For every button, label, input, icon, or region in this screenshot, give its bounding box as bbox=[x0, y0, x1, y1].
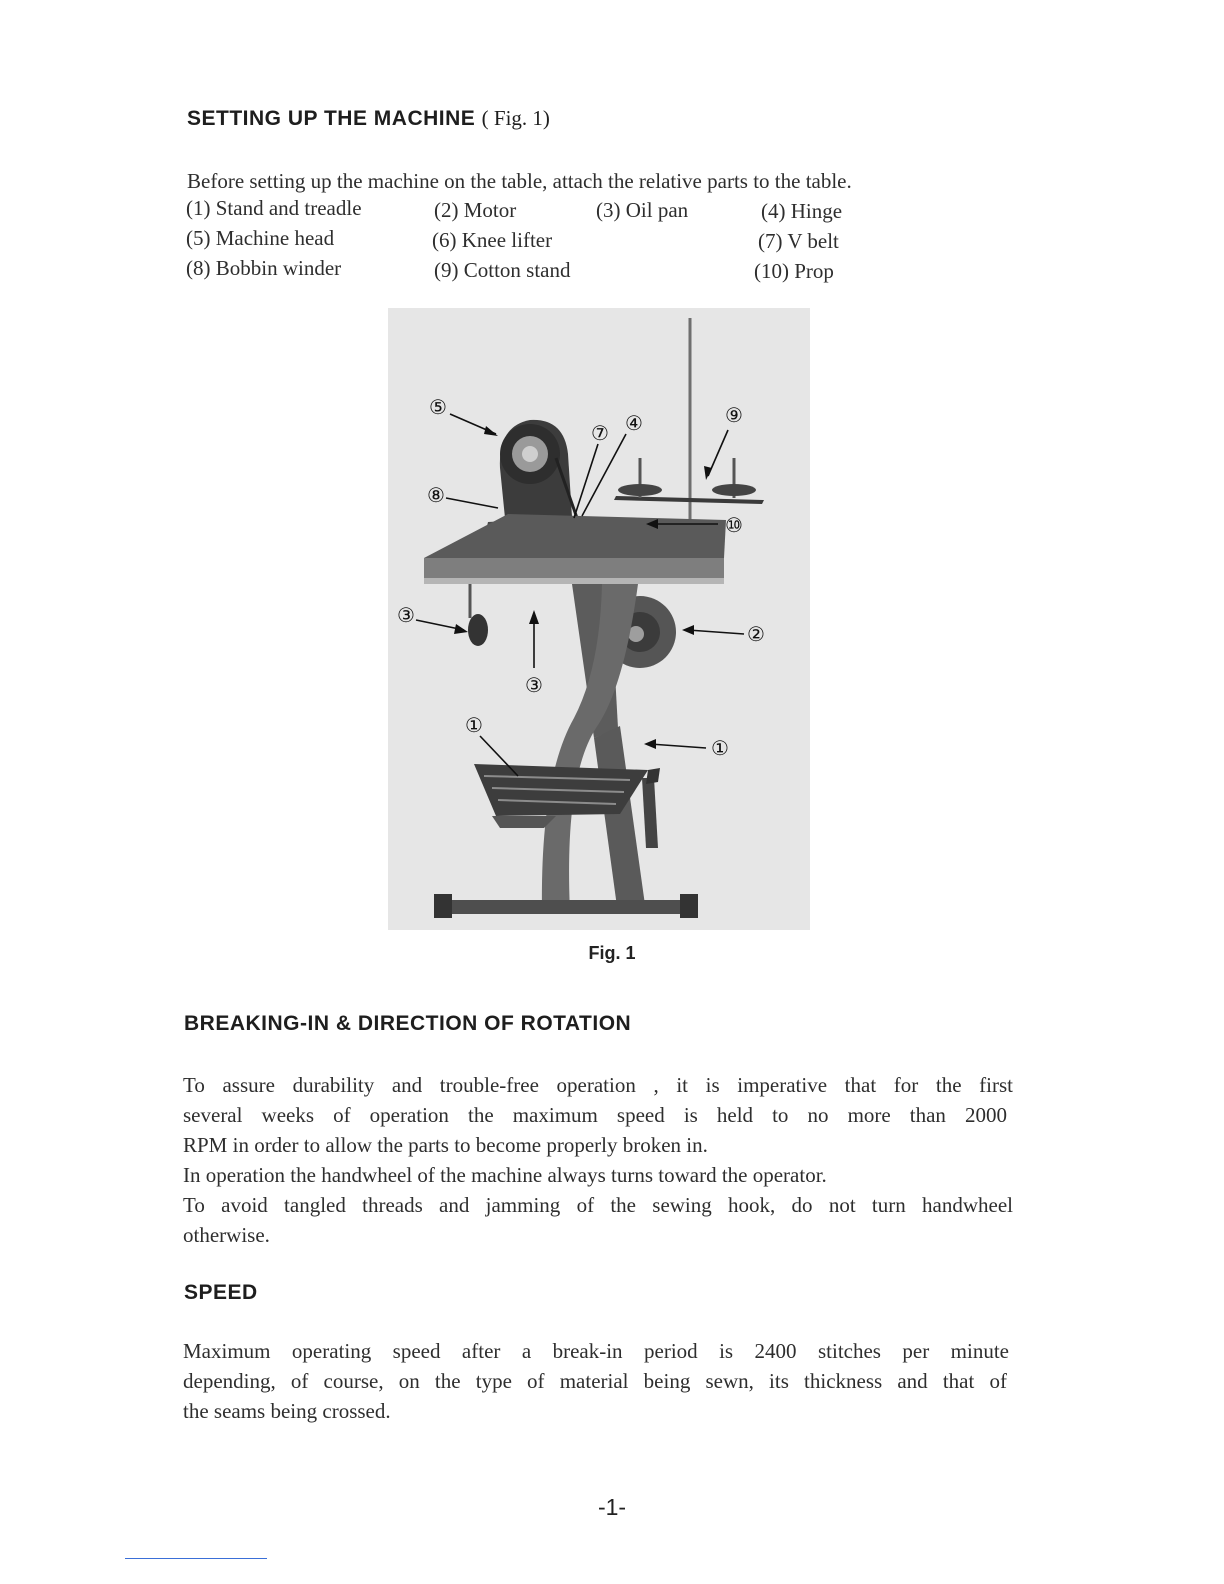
breaking-in-line: otherwise. bbox=[183, 1223, 270, 1247]
speed-line: the seams being crossed. bbox=[183, 1399, 391, 1423]
parts-list bbox=[186, 196, 986, 288]
callout-oil-pan-center: ③ bbox=[525, 675, 543, 697]
breaking-in-line: To avoid tangled threads and jamming of the sewing hook, do not turn handwheel bbox=[183, 1193, 1013, 1217]
spool-disc-left bbox=[618, 484, 662, 496]
part-item: (7) V belt bbox=[758, 229, 839, 253]
callout-bobbin-winder: ⑧ bbox=[427, 485, 445, 507]
stand-leg-lower bbox=[594, 726, 646, 914]
treadle-rod bbox=[646, 768, 660, 784]
part-item: (4) Hinge bbox=[761, 199, 843, 223]
callout-treadle: ① bbox=[465, 715, 483, 737]
callout-cotton-stand: ⑨ bbox=[725, 405, 743, 427]
stand-brace bbox=[642, 778, 658, 848]
speed-line: Maximum operating speed after a break-in period is 2400 stitches per minute bbox=[183, 1339, 1009, 1363]
breaking-in-heading: BREAKING-IN & DIRECTION OF ROTATION bbox=[184, 1012, 632, 1035]
setup-fig-ref: ( Fig. 1) bbox=[481, 106, 550, 130]
callout-motor: ② bbox=[747, 624, 765, 646]
part-item: (9) Cotton stand bbox=[434, 258, 571, 282]
arrow-head bbox=[704, 466, 712, 480]
part-item: (8) Bobbin winder bbox=[186, 256, 342, 280]
breaking-in-line: To assure durability and trouble-free operation , it is imperative that for the first bbox=[183, 1073, 1013, 1097]
arrow-head bbox=[529, 610, 539, 624]
page-number: -1- bbox=[597, 1494, 627, 1520]
speed-line: depending, of course, on the type of material being sewn, its thickness and that of bbox=[183, 1369, 1007, 1393]
setup-heading-text: SETTING UP THE MACHINE bbox=[187, 107, 476, 130]
callout-oil-pan: ③ bbox=[397, 605, 415, 627]
speed-paragraph bbox=[183, 1336, 1009, 1426]
callout-hinge: ④ bbox=[625, 413, 643, 435]
setup-heading bbox=[187, 106, 550, 131]
callout-v-belt: ⑦ bbox=[591, 423, 609, 445]
arrow-head bbox=[484, 426, 498, 436]
handwheel-center bbox=[522, 446, 538, 462]
part-item: (2) Motor bbox=[434, 198, 517, 222]
callout-machine-head: ⑤ bbox=[429, 397, 447, 419]
part-item: (6) Knee lifter bbox=[432, 228, 553, 252]
breaking-in-line: In operation the handwheel of the machine always turns toward the operator. bbox=[183, 1163, 827, 1187]
arrow-stand bbox=[650, 744, 706, 748]
footer-rule bbox=[125, 1558, 267, 1559]
stand-foot-right bbox=[680, 894, 698, 918]
breaking-in-paragraph bbox=[183, 1070, 1013, 1250]
figure-caption: Fig. 1 bbox=[588, 943, 636, 963]
callout-stand: ① bbox=[711, 738, 729, 760]
part-item: (1) Stand and treadle bbox=[186, 196, 362, 220]
arrow-motor bbox=[688, 630, 744, 634]
arrow-head bbox=[644, 739, 656, 749]
part-item: (5) Machine head bbox=[186, 226, 335, 250]
breaking-in-line: several weeks of operation the maximum speed is held to no more than 2000 bbox=[183, 1103, 1007, 1127]
sewing-machine-figure bbox=[388, 308, 810, 930]
table-underside bbox=[424, 578, 724, 584]
oil-pan-knob bbox=[468, 614, 488, 646]
arrow-head bbox=[682, 625, 694, 635]
breaking-in-line: RPM in order to allow the parts to become properly broken in. bbox=[183, 1133, 708, 1157]
table-edge bbox=[424, 558, 724, 578]
part-item: (10) Prop bbox=[754, 259, 834, 283]
callout-prop: ⑩ bbox=[725, 515, 743, 537]
sewing-machine-illustration bbox=[388, 308, 810, 930]
speed-heading: SPEED bbox=[184, 1281, 258, 1304]
table-top bbox=[424, 514, 726, 558]
arrow-bobbin-winder bbox=[446, 498, 498, 508]
stand-base bbox=[440, 900, 698, 914]
spool-disc-right bbox=[712, 484, 756, 496]
stand-foot-left bbox=[434, 894, 452, 918]
arrow-head bbox=[454, 624, 468, 634]
part-item: (3) Oil pan bbox=[596, 198, 689, 222]
setup-intro: Before setting up the machine on the table, attach the relative parts to the table. bbox=[187, 169, 852, 193]
